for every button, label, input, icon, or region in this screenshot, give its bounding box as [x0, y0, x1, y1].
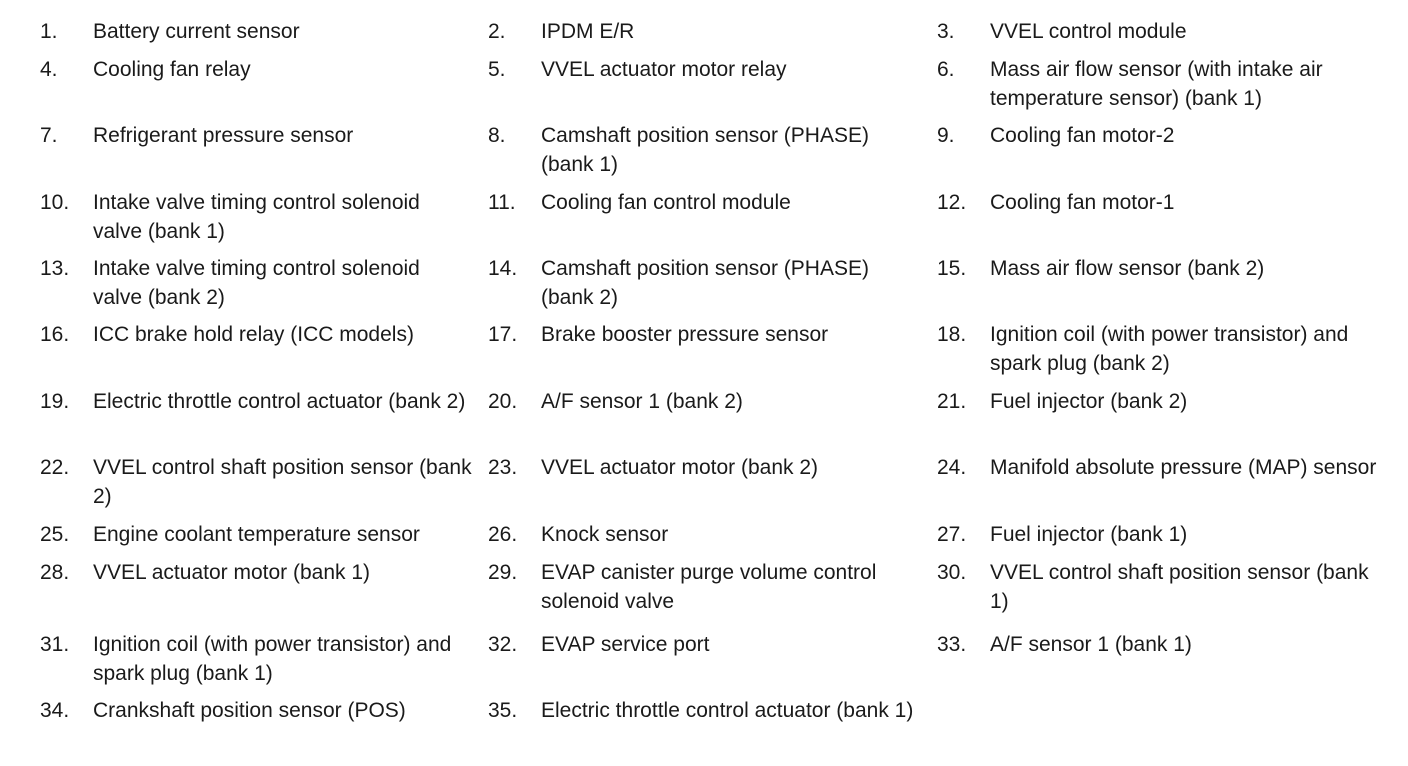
legend-item-text: Camshaft position sensor (PHASE) (bank 1) — [541, 124, 869, 176]
legend-item-number: 9. — [937, 124, 955, 147]
legend-item-number: 5. — [488, 58, 506, 81]
legend-item-text: Engine coolant temperature sensor — [93, 523, 420, 546]
legend-item-text: Cooling fan relay — [93, 58, 251, 81]
legend-item-text: Electric throttle control actuator (bank 2) — [93, 390, 466, 413]
legend-row — [0, 387, 1408, 447]
legend-item-text: Ignition coil (with power transistor) and spark plug (bank 2) — [990, 323, 1349, 375]
legend-item-number: 27. — [937, 523, 967, 546]
legend-item-number: 14. — [488, 257, 518, 280]
legend-item-text: ICC brake hold relay (ICC models) — [93, 323, 414, 346]
legend-row — [0, 630, 1408, 690]
legend-item-number: 31. — [40, 633, 70, 656]
legend-item-text: IPDM E/R — [541, 20, 635, 43]
legend-item-number: 25. — [40, 523, 70, 546]
legend-item-text: VVEL control shaft position sensor (bank 1) — [990, 561, 1369, 613]
legend-item-text: Cooling fan control module — [541, 191, 791, 214]
legend-item-text: Refrigerant pressure sensor — [93, 124, 354, 147]
legend-item-text: Ignition coil (with power transistor) and spark plug (bank 1) — [93, 633, 452, 685]
legend-item-number: 21. — [937, 390, 967, 413]
legend-item-text: Electric throttle control actuator (bank 1) — [541, 699, 914, 722]
legend-item-text: Mass air flow sensor (bank 2) — [990, 257, 1265, 280]
legend-item-number: 6. — [937, 58, 955, 81]
legend-item-text: Knock sensor — [541, 523, 669, 546]
legend-item-number: 34. — [40, 699, 70, 722]
legend-item-number: 35. — [488, 699, 518, 722]
legend-item-text: Intake valve timing control solenoid valve (bank 2) — [93, 257, 420, 309]
legend-item-text: Intake valve timing control solenoid valve (bank 1) — [93, 191, 420, 243]
legend-item-text: EVAP canister purge volume control solenoid valve — [541, 561, 877, 613]
legend-item-number: 18. — [937, 323, 967, 346]
legend-row — [0, 55, 1408, 115]
legend-item-number: 7. — [40, 124, 58, 147]
legend-item-number: 28. — [40, 561, 70, 584]
legend-item-number: 10. — [40, 191, 70, 214]
legend-row — [0, 121, 1408, 181]
legend-item-text: VVEL actuator motor (bank 1) — [93, 561, 371, 584]
legend-item-number: 30. — [937, 561, 967, 584]
legend-item-text: Battery current sensor — [93, 20, 300, 43]
legend-row — [0, 696, 1408, 756]
legend-item-text: Manifold absolute pressure (MAP) sensor — [990, 456, 1377, 479]
legend-item-text: VVEL control module — [990, 20, 1187, 43]
legend-item-text: A/F sensor 1 (bank 1) — [990, 633, 1192, 656]
legend-row — [0, 558, 1408, 618]
legend-item-number: 3. — [937, 20, 955, 43]
legend-item-text: Fuel injector (bank 1) — [990, 523, 1188, 546]
legend-item-number: 13. — [40, 257, 70, 280]
legend-item-number: 1. — [40, 20, 58, 43]
legend-item-number: 2. — [488, 20, 506, 43]
legend-item-number: 20. — [488, 390, 518, 413]
legend-item-text: Cooling fan motor-2 — [990, 124, 1175, 147]
legend-item-number: 11. — [488, 191, 516, 214]
legend-item-text: EVAP service port — [541, 633, 710, 656]
legend-item-text: Camshaft position sensor (PHASE) (bank 2) — [541, 257, 869, 309]
legend-item-number: 15. — [937, 257, 967, 280]
legend-row — [0, 254, 1408, 314]
legend-item-number: 4. — [40, 58, 58, 81]
legend-item-number: 17. — [488, 323, 518, 346]
legend-row — [0, 320, 1408, 380]
legend-item-number: 8. — [488, 124, 506, 147]
legend-item-number: 24. — [937, 456, 967, 479]
legend-item-text: Cooling fan motor-1 — [990, 191, 1175, 214]
legend-row — [0, 453, 1408, 513]
legend-row — [0, 188, 1408, 248]
legend-item-number: 19. — [40, 390, 70, 413]
legend-item-number: 22. — [40, 456, 70, 479]
legend-item-text: A/F sensor 1 (bank 2) — [541, 390, 743, 413]
legend-item-number: 26. — [488, 523, 518, 546]
legend-item-text: Brake booster pressure sensor — [541, 323, 829, 346]
legend-item-number: 33. — [937, 633, 967, 656]
legend-item-text: Crankshaft position sensor (POS) — [93, 699, 406, 722]
legend-item-text: VVEL actuator motor (bank 2) — [541, 456, 819, 479]
legend-item-number: 23. — [488, 456, 518, 479]
legend-item-number: 29. — [488, 561, 518, 584]
legend-item-number: 16. — [40, 323, 70, 346]
legend-item-number: 32. — [488, 633, 518, 656]
legend-item-text: Fuel injector (bank 2) — [990, 390, 1188, 413]
legend-item-number: 12. — [937, 191, 967, 214]
legend-item-text: Mass air flow sensor (with intake air temperature sensor) (bank 1) — [990, 58, 1323, 110]
legend-item-text: VVEL actuator motor relay — [541, 58, 787, 81]
legend-item-text: VVEL control shaft position sensor (bank 2) — [93, 456, 472, 508]
